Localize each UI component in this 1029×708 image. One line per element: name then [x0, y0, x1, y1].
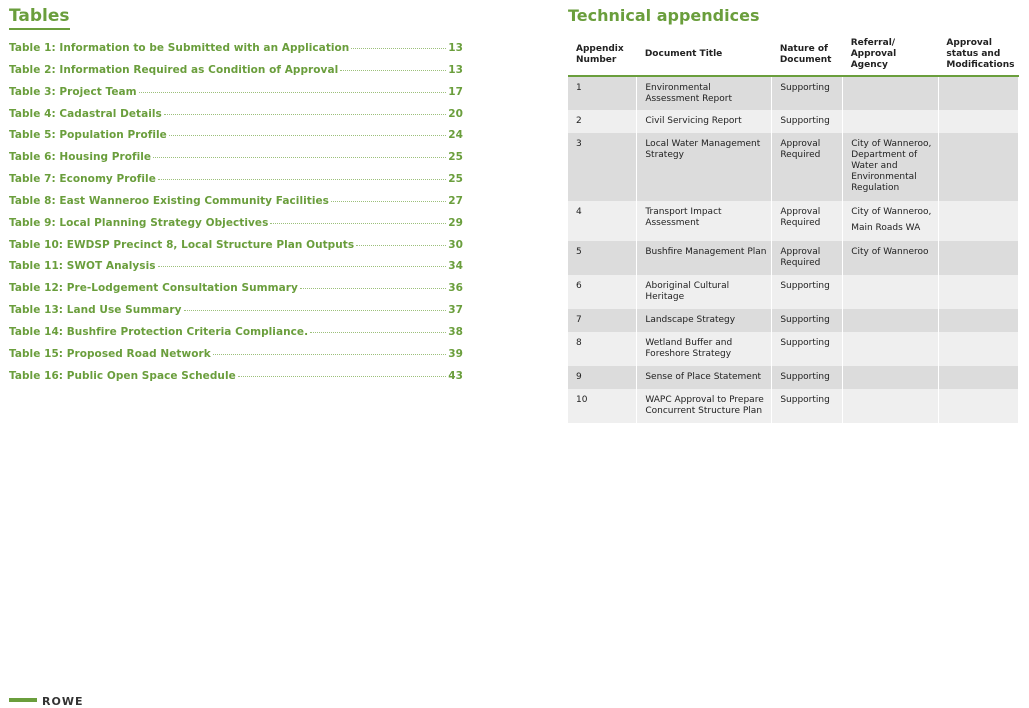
cell-status [938, 332, 1018, 366]
header-agency: Referral/ Approval Agency [843, 34, 939, 76]
cell-title: Landscape Strategy [637, 309, 772, 332]
toc-item-page: 13 [448, 42, 463, 54]
toc-item-label: Table 9: Local Planning Strategy Objectives [9, 216, 269, 229]
dot-leader [158, 179, 446, 180]
cell-title: Transport Impact Assessment [637, 201, 772, 241]
dot-leader [184, 310, 447, 311]
toc-item[interactable] [9, 370, 463, 392]
dot-leader [331, 201, 446, 202]
header-document-title: Document Title [637, 34, 772, 76]
cell-title: Wetland Buffer and Foreshore Strategy [637, 332, 772, 366]
cell-status [938, 241, 1018, 275]
table-row [568, 366, 1019, 389]
table-row [568, 332, 1019, 366]
toc-item-page: 25 [448, 151, 463, 164]
toc-item-page: 34 [448, 260, 463, 273]
dot-leader [153, 157, 446, 158]
toc-item-label: Table 6: Housing Profile [9, 151, 152, 164]
toc-item-page: 29 [448, 216, 463, 229]
toc-item-page: 37 [448, 304, 463, 317]
cell-nature: Supporting [772, 332, 843, 366]
cell-title: Sense of Place Statement [637, 366, 772, 389]
dot-leader [213, 354, 447, 355]
toc-item-label: Table 7: Economy Profile [9, 173, 156, 186]
table-row [568, 110, 1019, 133]
toc-item-label: Table 13: Land Use Summary [9, 304, 182, 317]
cell-nature: Approval Required [772, 133, 843, 201]
toc-item-label: Table 16: Public Open Space Schedule [9, 369, 236, 382]
toc-item-page: 25 [448, 173, 463, 186]
toc-item-page: 30 [448, 238, 463, 251]
toc-item[interactable] [9, 239, 463, 261]
toc-item-page: 43 [448, 369, 463, 382]
header-nature: Nature of Document [772, 34, 843, 76]
toc-item[interactable] [9, 42, 463, 64]
cell-title: Bushfire Management Plan [637, 241, 772, 275]
cell-agency [843, 110, 939, 133]
toc-item[interactable] [9, 86, 463, 108]
toc-item[interactable] [9, 260, 463, 282]
dot-leader [164, 114, 446, 115]
table-row [568, 309, 1019, 332]
toc-item-label: Table 4: Cadastral Details [9, 107, 162, 120]
toc-item-page: 39 [448, 347, 463, 360]
toc-item[interactable] [9, 326, 463, 348]
cell-status [938, 201, 1018, 241]
cell-agency [843, 389, 939, 423]
header-appendix-number: Appendix Number [568, 34, 637, 76]
table-row [568, 76, 1019, 110]
cell-agency [843, 309, 939, 332]
toc-item[interactable] [9, 173, 463, 195]
toc-item[interactable] [9, 304, 463, 326]
cell-nature: Supporting [772, 110, 843, 133]
cell-status [938, 76, 1018, 110]
cell-nature: Supporting [772, 275, 843, 309]
cell-number: 3 [568, 133, 637, 201]
dot-leader [158, 266, 447, 267]
cell-title: Aboriginal Cultural Heritage [637, 275, 772, 309]
toc-item-label: Table 14: Bushfire Protection Criteria Compliance. [9, 325, 309, 338]
cell-title: Civil Servicing Report [637, 110, 772, 133]
dot-leader [310, 332, 446, 333]
appendices-title: Technical appendices [568, 6, 760, 25]
toc-item-label: Table 10: EWDSP Precinct 8, Local Structure Plan Outputs [9, 238, 355, 251]
toc-item[interactable] [9, 151, 463, 173]
cell-status [938, 309, 1018, 332]
footer-accent-bar [9, 698, 37, 702]
toc-item-label: Table 12: Pre-Lodgement Consultation Summary [9, 282, 298, 295]
dot-leader [238, 376, 447, 377]
toc-item-page: 27 [448, 194, 463, 207]
cell-nature: Supporting [772, 366, 843, 389]
cell-title: Local Water Management Strategy [637, 133, 772, 201]
cell-agency [843, 275, 939, 309]
dot-leader [300, 288, 446, 289]
tables-title: Tables [9, 6, 70, 30]
cell-number: 5 [568, 241, 637, 275]
cell-nature: Approval Required [772, 241, 843, 275]
toc-item[interactable] [9, 108, 463, 130]
dot-leader [340, 70, 446, 71]
tables-list [9, 42, 463, 392]
toc-item-label: Table 8: East Wanneroo Existing Community Facilities [9, 194, 329, 207]
toc-item-page: 17 [448, 85, 463, 98]
toc-item[interactable] [9, 129, 463, 151]
cell-number: 1 [568, 76, 637, 110]
toc-item[interactable] [9, 282, 463, 304]
cell-agency [843, 332, 939, 366]
cell-status [938, 366, 1018, 389]
cell-number: 7 [568, 309, 637, 332]
cell-number: 6 [568, 275, 637, 309]
toc-item[interactable] [9, 195, 463, 217]
table-row [568, 133, 1019, 201]
toc-item-label: Table 3: Project Team [9, 85, 137, 98]
toc-item-page: 38 [448, 325, 463, 338]
table-header-row [568, 34, 1019, 76]
cell-agency [843, 76, 939, 110]
table-row [568, 389, 1019, 423]
cell-nature: Supporting [772, 76, 843, 110]
cell-status [938, 275, 1018, 309]
appendices-table [568, 34, 1019, 423]
cell-nature: Supporting [772, 309, 843, 332]
cell-number: 10 [568, 389, 637, 423]
toc-item-page: 24 [448, 129, 463, 142]
toc-item[interactable] [9, 348, 463, 370]
cell-status [938, 133, 1018, 201]
cell-title: WAPC Approval to Prepare Concurrent Structure Plan [637, 389, 772, 423]
dot-leader [351, 48, 446, 49]
cell-nature: Supporting [772, 389, 843, 423]
dot-leader [356, 245, 446, 246]
cell-number: 9 [568, 366, 637, 389]
cell-agency [843, 366, 939, 389]
dot-leader [270, 223, 446, 224]
toc-item-label: Table 5: Population Profile [9, 129, 167, 142]
footer-brand: ROWE [42, 695, 84, 708]
table-row [568, 241, 1019, 275]
toc-item[interactable] [9, 64, 463, 86]
appendices-section [568, 6, 1019, 423]
cell-agency: City of Wanneroo, Department of Water and Environmental Regulation [843, 133, 939, 201]
cell-title: Environmental Assessment Report [637, 76, 772, 110]
cell-status [938, 389, 1018, 423]
header-status: Approval status and Modifications [938, 34, 1018, 76]
cell-number: 2 [568, 110, 637, 133]
toc-item-page: 20 [448, 107, 463, 120]
table-row [568, 275, 1019, 309]
cell-number: 8 [568, 332, 637, 366]
dot-leader [169, 135, 446, 136]
table-row [568, 201, 1019, 241]
dot-leader [139, 92, 447, 93]
toc-item-label: Table 1: Information to be Submitted with an Application [9, 42, 350, 54]
cell-status [938, 110, 1018, 133]
tables-section [9, 6, 463, 392]
cell-number: 4 [568, 201, 637, 241]
cell-nature: Approval Required [772, 201, 843, 241]
toc-item-label: Table 2: Information Required as Condition of Approval [9, 63, 339, 76]
cell-agency: City of Wanneroo, Main Roads WA [843, 201, 939, 241]
cell-agency: City of Wanneroo [843, 241, 939, 275]
toc-item-page: 13 [448, 63, 463, 76]
toc-item-page: 36 [448, 282, 463, 295]
toc-item[interactable] [9, 217, 463, 239]
toc-item-label: Table 11: SWOT Analysis [9, 260, 156, 273]
toc-item-label: Table 15: Proposed Road Network [9, 347, 211, 360]
